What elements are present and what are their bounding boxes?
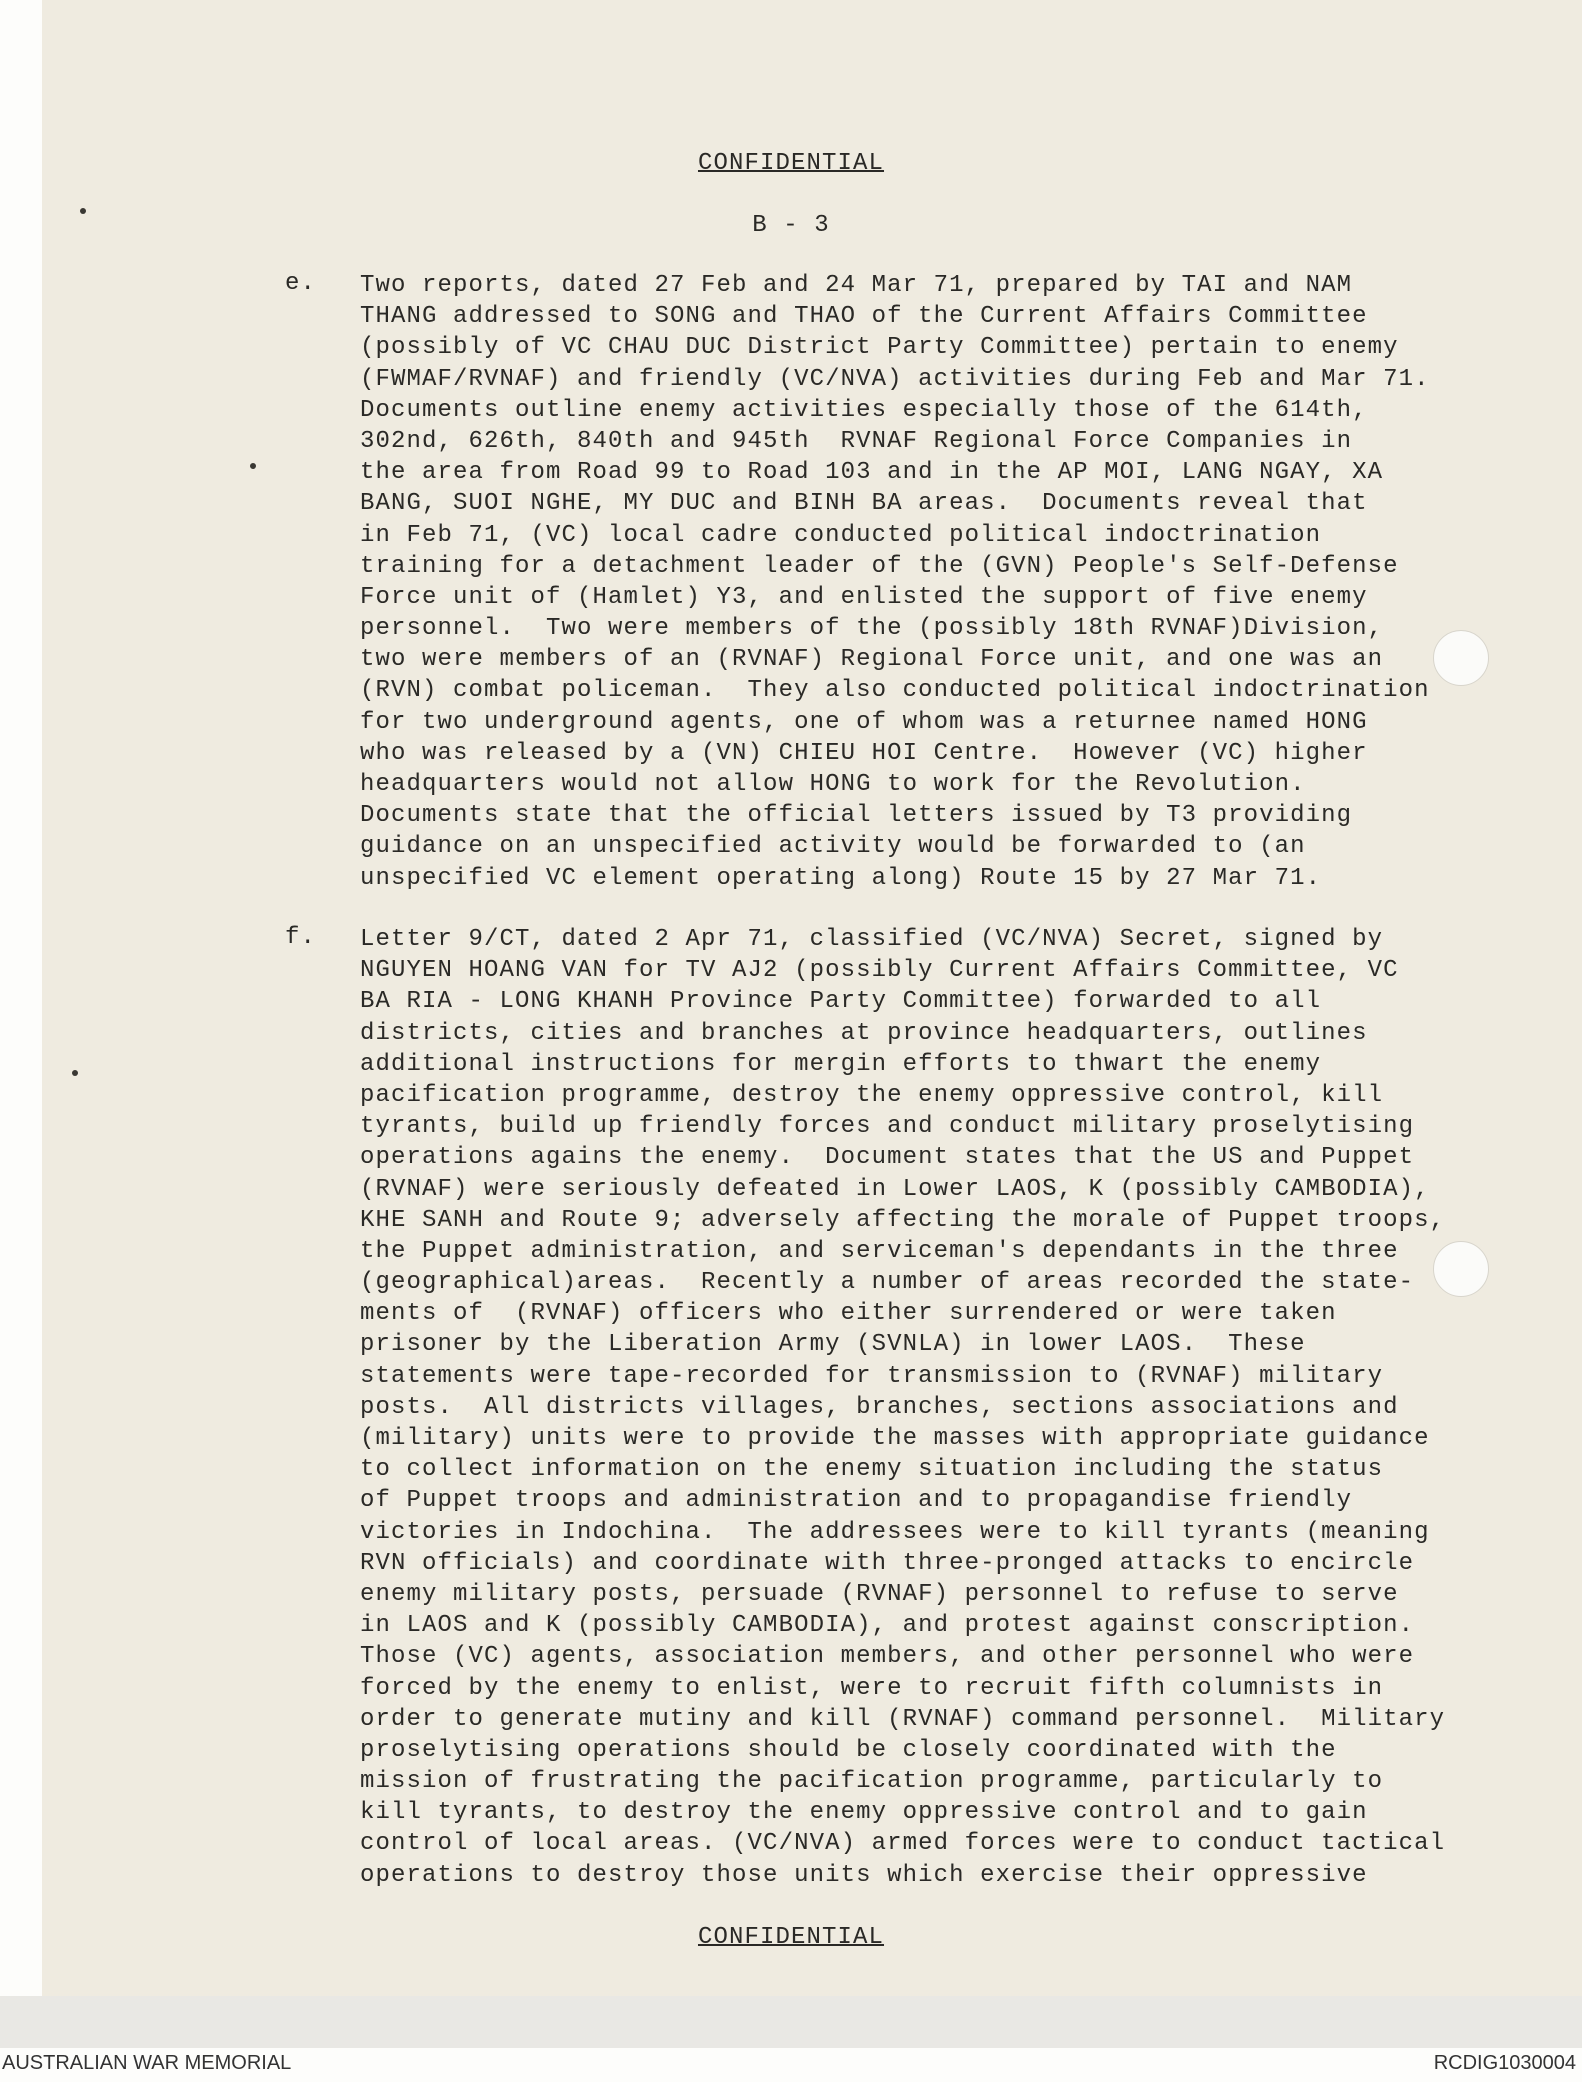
text-line: training for a detachment leader of the (GVN) People's Self-Defense — [360, 552, 1399, 580]
text-line: mission of frustrating the pacification programme, particularly to — [360, 1768, 1384, 1796]
text-line: order to generate mutiny and kill (RVNAF) command personnel. Military — [360, 1705, 1446, 1733]
text-line: (RVN) combat policeman. They also conducted political indoctrination — [360, 677, 1430, 705]
text-line: BA RIA - LONG KHANH Province Party Committee) forwarded to all — [360, 988, 1322, 1016]
text-line: statements were tape-recorded for transmission to (RVNAF) military — [360, 1362, 1384, 1390]
text-line: who was released by a (VN) CHIEU HOI Centre. However (VC) higher — [360, 739, 1368, 767]
text-line: Documents outline enemy activities especially those of the 614th, — [360, 396, 1368, 424]
text-line: Documents state that the official letters issued by T3 providing — [360, 802, 1353, 830]
text-line: two were members of an (RVNAF) Regional Force unit, and one was an — [360, 646, 1384, 674]
classification-footer — [0, 1924, 1582, 1951]
text-line: victories in Indochina. The addressees were to kill tyrants (meaning — [360, 1518, 1430, 1546]
text-line: posts. All districts villages, branches, sections associations and — [360, 1393, 1399, 1421]
text-line: 302nd, 626th, 840th and 945th RVNAF Regional Force Companies in — [360, 427, 1353, 455]
paragraph-label: e. — [285, 270, 317, 297]
punch-hole — [1433, 630, 1489, 686]
text-line: KHE SANH and Route 9; adversely affecting the morale of Puppet troops, — [360, 1206, 1446, 1234]
text-line: (RVNAF) were seriously defeated in Lower LAOS, K (possibly CAMBODIA), — [360, 1175, 1430, 1203]
text-line: BANG, SUOI NGHE, MY DUC and BINH BA areas. Documents reveal that — [360, 490, 1368, 518]
text-line: in LAOS and K (possibly CAMBODIA), and protest against conscription. — [360, 1612, 1415, 1640]
text-line: unspecified VC element operating along) Route 15 by 27 Mar 71. — [360, 864, 1322, 892]
text-line: ments of (RVNAF) officers who either surrendered or were taken — [360, 1300, 1337, 1328]
text-line: additional instructions for mergin efforts to thwart the enemy — [360, 1050, 1322, 1078]
classification-header — [0, 150, 1582, 177]
text-line: (military) units were to provide the masses with appropriate guidance — [360, 1425, 1430, 1452]
text-line: guidance on an unspecified activity would be forwarded to (an — [360, 833, 1306, 861]
paragraph-label: f. — [285, 924, 317, 951]
text-line: kill tyrants, to destroy the enemy oppressive control and to gain — [360, 1799, 1368, 1827]
text-line: pacification programme, destroy the enemy oppressive control, kill — [360, 1081, 1384, 1109]
text-line: for two underground agents, one of whom was a returnee named HONG — [360, 708, 1368, 736]
paragraph-e — [285, 270, 1430, 892]
text-line: prisoner by the Liberation Army (SVNLA) in lower LAOS. These — [360, 1331, 1306, 1359]
paragraph-f — [285, 924, 1446, 1889]
text-line: (possibly of VC CHAU DUC District Party Committee) pertain to enemy — [360, 334, 1399, 362]
text-line: in Feb 71, (VC) local cadre conducted political indoctrination — [360, 521, 1322, 549]
text-line: forced by the enemy to enlist, were to recruit fifth columnists in — [360, 1674, 1384, 1702]
speck — [72, 1070, 78, 1076]
text-line: control of local areas. (VC/NVA) armed forces were to conduct tactical — [360, 1830, 1446, 1858]
text-line: of Puppet troops and administration and to propagandise friendly — [360, 1487, 1353, 1515]
text-line: enemy military posts, persuade (RVNAF) personnel to refuse to serve — [360, 1580, 1399, 1608]
classification-text: CONFIDENTIAL — [697, 1924, 885, 1951]
paragraph-body — [360, 924, 1445, 1891]
text-line: the area from Road 99 to Road 103 and in the AP MOI, LANG NGAY, XA — [360, 459, 1384, 487]
text-line: Letter 9/CT, dated 2 Apr 71, classified (VC/NVA) Secret, signed by — [360, 926, 1384, 953]
scan-margin — [0, 1996, 1582, 2048]
page-number: B - 3 — [752, 212, 830, 239]
text-line: districts, cities and branches at province headquarters, outlines — [360, 1019, 1368, 1047]
text-line: Those (VC) agents, association members, and other personnel who were — [360, 1643, 1415, 1671]
text-line: NGUYEN HOANG VAN for TV AJ2 (possibly Current Affairs Committee, VC — [360, 957, 1399, 985]
speck — [250, 463, 256, 469]
text-line: operations to destroy those units which exercise their oppressive — [360, 1861, 1368, 1889]
text-line: personnel. Two were members of the (possibly 18th RVNAF)Division, — [360, 615, 1384, 643]
text-line: headquarters would not allow HONG to work for the Revolution. — [360, 771, 1306, 798]
text-line: Force unit of (Hamlet) Y3, and enlisted the support of five enemy — [360, 583, 1368, 611]
text-line: proselytising operations should be closely coordinated with the — [360, 1736, 1337, 1764]
text-line: (geographical)areas. Recently a number of areas recorded the state- — [360, 1269, 1415, 1297]
text-line: the Puppet administration, and serviceman's dependants in the three — [360, 1237, 1399, 1265]
text-line: to collect information on the enemy situation including the status — [360, 1456, 1384, 1484]
text-line: RVN officials) and coordinate with three-pronged attacks to encircle — [360, 1549, 1415, 1577]
paragraph-body — [360, 270, 1430, 894]
text-line: THANG addressed to SONG and THAO of the Current Affairs Committee — [360, 303, 1368, 331]
classification-text: CONFIDENTIAL — [697, 150, 885, 177]
text-line: Two reports, dated 27 Feb and 24 Mar 71, prepared by TAI and NAM — [360, 272, 1353, 299]
text-line: operations agains the enemy. Document states that the US and Puppet — [360, 1144, 1415, 1172]
text-line: tyrants, build up friendly forces and conduct military proselytising — [360, 1113, 1415, 1141]
archive-reference: RCDIG1030004 — [1433, 2052, 1576, 2074]
text-line: (FWMAF/RVNAF) and friendly (VC/NVA) activities during Feb and Mar 71. — [360, 365, 1430, 393]
archive-institution: AUSTRALIAN WAR MEMORIAL — [2, 2052, 292, 2074]
